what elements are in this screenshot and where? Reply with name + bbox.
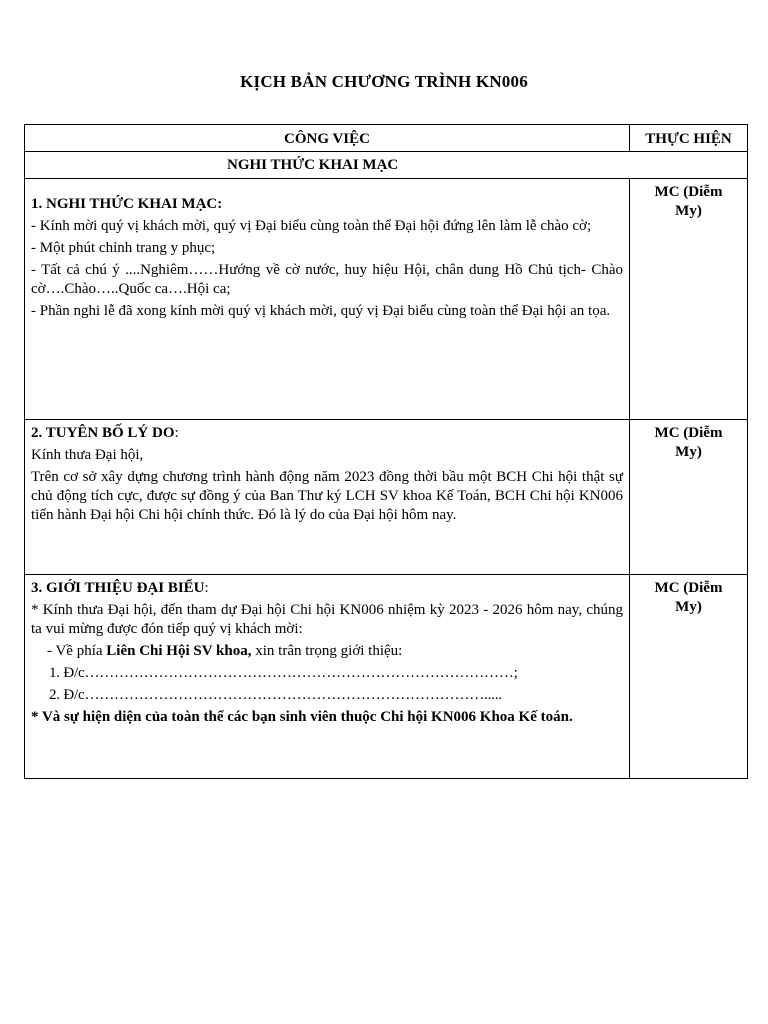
section-line: Kính thưa Đại hội, [31,447,144,463]
executor-cell: MC (Diễm My) [630,179,748,420]
table-subheader-row [25,152,748,179]
table-row [25,179,748,420]
executor-cell: MC (Diễm My) [630,420,748,575]
section-heading: 2. TUYÊN BỐ LÝ DO: [31,425,179,441]
section-intro: * Kính thưa Đại hội, đến tham dự Đại hội Chi hội KN006 nhiệm kỳ 2023 - 2026 hôm nay, chúng ta vui mừng được đón tiếp quý vị khách mời: [31,602,623,637]
table-row [25,420,748,575]
table-row [25,575,748,779]
section-line: - Một phút chỉnh trang y phục; [31,240,216,256]
guest-line: 2. Đ/c………………………………………………………………………..... [49,687,502,703]
section-line: - Kính mời quý vị khách mời, quý vị Đại biểu cùng toàn thể Đại hội đứng lên làm lễ chào cờ; [31,218,592,234]
section-line: - Tất cả chú ý ....Nghiêm……Hướng về cờ nước, huy hiệu Hội, chân dung Hồ Chủ tịch- Chào cờ….Chào…..Quốc ca….Hội ca; [31,262,623,297]
section-declaration-of-reason [25,420,630,575]
section-closing: * Và sự hiện diện của toàn thể các bạn sinh viên thuộc Chi hội KN006 Khoa Kế toán. [31,709,573,725]
section-line: Trên cơ sở xây dựng chương trình hành động năm 2023 đồng thời bầu một BCH Chi hội thật sự chủ động tích cực, được sự đồng ý của Ban Thư ký LCH SV khoa Kế Toán, BCH Chi hội KN006 tiến hành Đại hội Chi hội chính thức. Đó là lý do của Đại hội hôm nay. [31,469,623,523]
subheader-opening-ceremony: NGHI THỨC KHAI MẠC [25,152,748,179]
table-header-row [25,125,748,152]
side-introduction: - Về phía Liên Chi Hội SV khoa, xin trân trọng giới thiệu: [47,643,403,659]
section-introduce-delegates [25,575,630,779]
program-script-table [24,124,748,779]
section-heading: 3. GIỚI THIỆU ĐẠI BIỂU: [31,580,209,596]
section-opening-ceremony [25,179,630,420]
executor-cell: MC (Diễm My) [630,575,748,779]
guest-line: 1. Đ/c……………………………………………………………………………; [49,665,518,681]
section-heading: 1. NGHI THỨC KHAI MẠC: [31,196,223,212]
section-line: - Phần nghi lễ đã xong kính mời quý vị khách mời, quý vị Đại biểu cùng toàn thể Đại hội an tọa. [31,303,611,319]
header-work: CÔNG VIỆC [25,125,630,152]
header-executor: THỰC HIỆN [630,125,748,152]
document-title: KỊCH BẢN CHƯƠNG TRÌNH KN006 [240,72,528,91]
